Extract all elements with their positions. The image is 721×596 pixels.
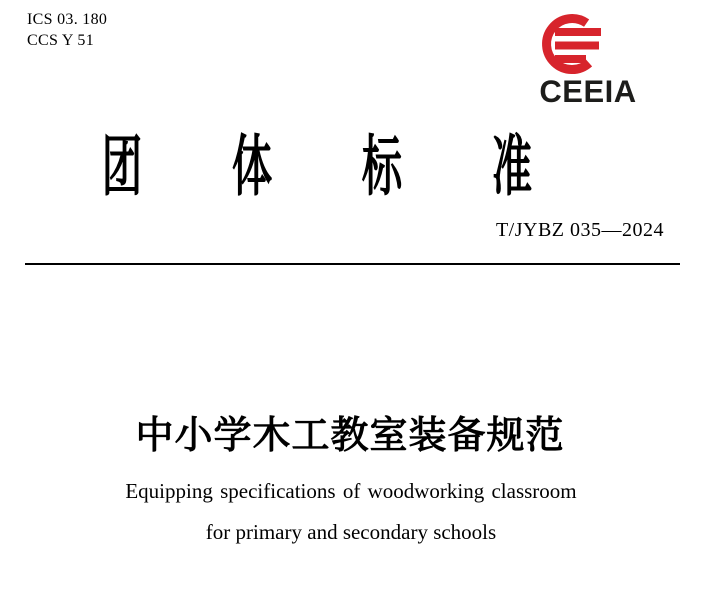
ceeia-ring-icon <box>523 8 653 76</box>
ccs-code: CCS Y 51 <box>27 32 95 49</box>
logo-bar-top <box>555 28 601 36</box>
standard-type-char: 准 <box>491 131 533 204</box>
classification-codes <box>27 9 107 51</box>
standard-type-char: 标 <box>361 131 403 204</box>
standard-type-heading <box>89 131 545 204</box>
ceeia-logo <box>523 8 653 110</box>
document-title-en-line1: Equipping specifications of woodworking classroom <box>125 479 577 503</box>
standard-number: T/JYBZ 035—2024 <box>495 219 664 241</box>
document-title-en-line2: for primary and secondary schools <box>205 520 497 544</box>
standard-type-char: 团 <box>101 131 143 204</box>
divider-rule <box>25 263 680 265</box>
standard-type-char: 体 <box>231 131 273 204</box>
logo-bar-bottom <box>555 55 586 63</box>
document-title-zh: 中小学木工教室装备规范 <box>135 415 565 457</box>
logo-bar-middle <box>555 42 599 50</box>
ceeia-wordmark: CEEIA <box>539 73 637 110</box>
ics-code: ICS 03. 180 <box>27 11 108 28</box>
